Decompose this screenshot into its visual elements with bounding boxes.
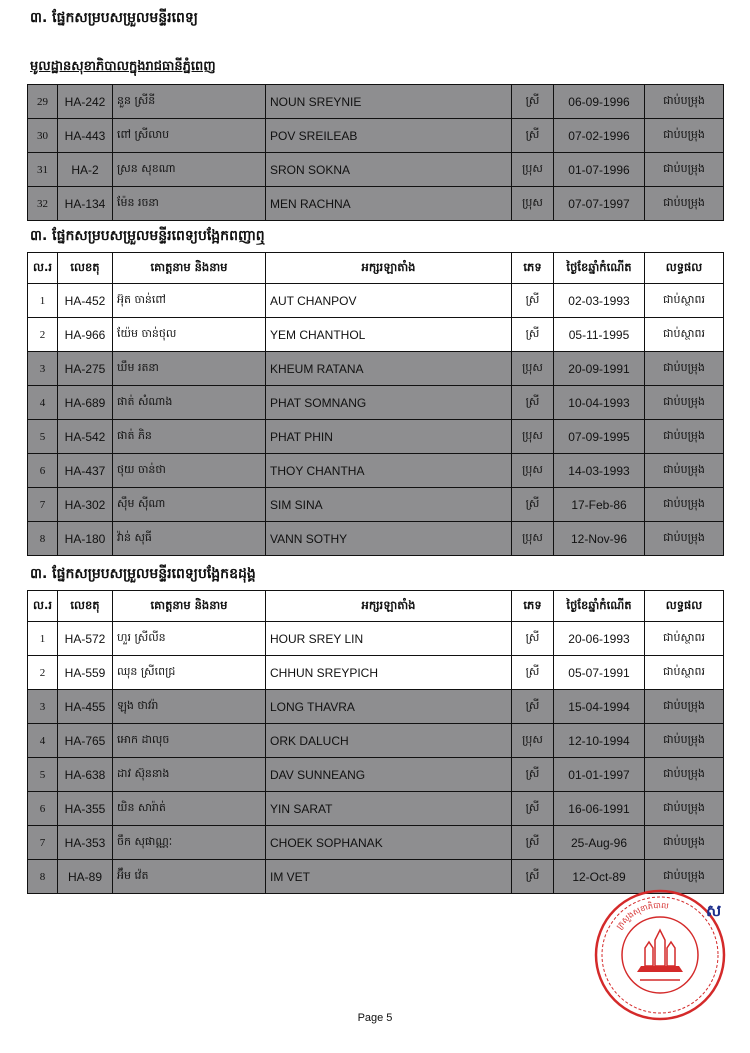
row-sex: ស្រី (512, 690, 554, 724)
table-row (28, 352, 724, 386)
col-header-khmer-name: គោត្តនាម និងនាម (113, 253, 266, 284)
row-sex: ប្រុស (512, 454, 554, 488)
row-no: 3 (28, 352, 58, 386)
row-sex: ប្រុស (512, 420, 554, 454)
row-result: ជាប់បម្រុង (645, 420, 724, 454)
row-id: HA-689 (58, 386, 113, 420)
row-dob: 10-04-1993 (554, 386, 645, 420)
row-no: 3 (28, 690, 58, 724)
row-latin-name: YIN SARAT (266, 792, 512, 826)
table-row (28, 318, 724, 352)
table-row (28, 522, 724, 556)
row-khmer-name: ផាត់ សំណាង (113, 386, 266, 420)
row-no: 2 (28, 656, 58, 690)
col-header-no: ល.រ (28, 591, 58, 622)
row-latin-name: CHOEK SOPHANAK (266, 826, 512, 860)
table-section-b (27, 252, 724, 556)
row-id: HA-89 (58, 860, 113, 894)
row-latin-name: VANN SOTHY (266, 522, 512, 556)
row-result: ជាប់ស្ថាពរ (645, 622, 724, 656)
row-no: 4 (28, 386, 58, 420)
row-dob: 02-03-1993 (554, 284, 645, 318)
table-row (28, 622, 724, 656)
row-id: HA-353 (58, 826, 113, 860)
row-khmer-name: ផាត់ ភិន (113, 420, 266, 454)
col-header-sex: ភេទ (512, 591, 554, 622)
row-result: ជាប់បម្រុង (645, 860, 724, 894)
row-khmer-name: នួន ស្រីនី (113, 85, 266, 119)
col-header-sex: ភេទ (512, 253, 554, 284)
row-latin-name: POV SREILEAB (266, 119, 512, 153)
row-khmer-name: យិន សារ៉ាត់ (113, 792, 266, 826)
row-id: HA-242 (58, 85, 113, 119)
row-sex: ស្រី (512, 119, 554, 153)
row-id: HA-134 (58, 187, 113, 221)
row-khmer-name: ឃឹម រតនា (113, 352, 266, 386)
row-latin-name: PHAT SOMNANG (266, 386, 512, 420)
row-no: 2 (28, 318, 58, 352)
row-latin-name: YEM CHANTHOL (266, 318, 512, 352)
table-row (28, 420, 724, 454)
row-result: ជាប់បម្រុង (645, 792, 724, 826)
row-dob: 12-Oct-89 (554, 860, 645, 894)
row-latin-name: KHEUM RATANA (266, 352, 512, 386)
row-result: ជាប់បម្រុង (645, 119, 724, 153)
row-khmer-name: យ៉ែម ចាន់ថុល (113, 318, 266, 352)
row-dob: 07-02-1996 (554, 119, 645, 153)
row-latin-name: ORK DALUCH (266, 724, 512, 758)
row-dob: 20-06-1993 (554, 622, 645, 656)
row-dob: 25-Aug-96 (554, 826, 645, 860)
col-header-latin-name: អក្សរឡាតាំង (266, 253, 512, 284)
row-khmer-name: ឡុង ថាវរ៉ា (113, 690, 266, 724)
row-khmer-name: ស្រន សុខណា (113, 153, 266, 187)
col-header-khmer-name: គោត្តនាម និងនាម (113, 591, 266, 622)
table-row (28, 826, 724, 860)
row-dob: 15-04-1994 (554, 690, 645, 724)
row-id: HA-2 (58, 153, 113, 187)
row-khmer-name: ថុយ ចាន់ថា (113, 454, 266, 488)
col-header-no: ល.រ (28, 253, 58, 284)
row-id: HA-302 (58, 488, 113, 522)
row-latin-name: LONG THAVRA (266, 690, 512, 724)
seal-text: ក្រសួងសុខាភិបាល (614, 900, 670, 931)
row-khmer-name: ឈុន ស្រីពេជ្រ (113, 656, 266, 690)
row-sex: ស្រី (512, 488, 554, 522)
section-a-heading: ៣. ផ្នែកសម្របសម្រួលមន្ទីរពេទ្យ (30, 10, 198, 26)
row-no: 4 (28, 724, 58, 758)
row-khmer-name: អ៊ុត ចាន់ពៅ (113, 284, 266, 318)
table-row (28, 153, 724, 187)
row-id: HA-452 (58, 284, 113, 318)
row-id: HA-765 (58, 724, 113, 758)
row-latin-name: SIM SINA (266, 488, 512, 522)
row-id: HA-572 (58, 622, 113, 656)
row-id: HA-559 (58, 656, 113, 690)
row-khmer-name: ពៅ ស្រីលាប (113, 119, 266, 153)
row-khmer-name: វ៉ាន់ សុធី (113, 522, 266, 556)
row-result: ជាប់បម្រុង (645, 454, 724, 488)
row-result: ជាប់បម្រុង (645, 758, 724, 792)
row-dob: 14-03-1993 (554, 454, 645, 488)
section-c-heading: ៣. ផ្នែកសម្របសម្រួលមន្ទីរពេទ្យបង្អែកឧដុង្គ (30, 566, 256, 582)
row-dob: 01-01-1997 (554, 758, 645, 792)
section-b-heading: ៣. ផ្នែកសម្របសម្រួលមន្ទីរពេទ្យបង្អែកពញាឮ (30, 228, 265, 244)
row-dob: 12-10-1994 (554, 724, 645, 758)
row-latin-name: SRON SOKNA (266, 153, 512, 187)
row-no: 31 (28, 153, 58, 187)
row-dob: 05-07-1991 (554, 656, 645, 690)
row-result: ជាប់បម្រុង (645, 826, 724, 860)
row-sex: ស្រី (512, 622, 554, 656)
table-section-c (27, 590, 724, 894)
row-sex: ស្រី (512, 758, 554, 792)
row-dob: 01-07-1996 (554, 153, 645, 187)
col-header-id: លេខតុ (58, 591, 113, 622)
row-result: ជាប់បម្រុង (645, 352, 724, 386)
table-row (28, 792, 724, 826)
table-row (28, 119, 724, 153)
row-id: HA-180 (58, 522, 113, 556)
table-section-a (27, 84, 724, 221)
row-result: ជាប់បម្រុង (645, 522, 724, 556)
row-khmer-name: ចឹក សុផាណ្ណៈ (113, 826, 266, 860)
row-result: ជាប់បម្រុង (645, 386, 724, 420)
row-khmer-name: ហួរ ស្រីលីន (113, 622, 266, 656)
row-khmer-name: ស៊ឹម ស៊ីណា (113, 488, 266, 522)
row-id: HA-638 (58, 758, 113, 792)
row-no: 5 (28, 758, 58, 792)
row-dob: 05-11-1995 (554, 318, 645, 352)
row-khmer-name: ម៉ែន រចនា (113, 187, 266, 221)
row-dob: 07-07-1997 (554, 187, 645, 221)
row-sex: ស្រី (512, 284, 554, 318)
row-id: HA-437 (58, 454, 113, 488)
row-result: ជាប់បម្រុង (645, 724, 724, 758)
row-id: HA-455 (58, 690, 113, 724)
col-header-id: លេខតុ (58, 253, 113, 284)
row-sex: ប្រុស (512, 724, 554, 758)
row-dob: 12-Nov-96 (554, 522, 645, 556)
row-no: 6 (28, 792, 58, 826)
row-dob: 16-06-1991 (554, 792, 645, 826)
row-result: ជាប់ស្ថាពរ (645, 656, 724, 690)
row-sex: ស្រី (512, 85, 554, 119)
svg-text:ក្រសួងសុខាភិបាល (615, 901, 670, 931)
row-result: ជាប់បម្រុង (645, 187, 724, 221)
table-row (28, 758, 724, 792)
row-latin-name: HOUR SREY LIN (266, 622, 512, 656)
row-id: HA-355 (58, 792, 113, 826)
handwritten-mark: ស (706, 903, 722, 920)
table-row (28, 284, 724, 318)
row-no: 1 (28, 622, 58, 656)
row-id: HA-966 (58, 318, 113, 352)
row-latin-name: NOUN SREYNIE (266, 85, 512, 119)
row-dob: 06-09-1996 (554, 85, 645, 119)
row-result: ជាប់ស្ថាពរ (645, 284, 724, 318)
col-header-dob: ថ្ងៃខែឆ្នាំកំណើត (554, 591, 645, 622)
row-result: ជាប់បម្រុង (645, 153, 724, 187)
row-no: 5 (28, 420, 58, 454)
row-result: ជាប់បម្រុង (645, 690, 724, 724)
row-latin-name: AUT CHANPOV (266, 284, 512, 318)
row-sex: ស្រី (512, 318, 554, 352)
row-khmer-name: អោក ដាលុច (113, 724, 266, 758)
row-latin-name: DAV SUNNEANG (266, 758, 512, 792)
row-no: 6 (28, 454, 58, 488)
row-sex: ប្រុស (512, 352, 554, 386)
table-row (28, 454, 724, 488)
row-no: 30 (28, 119, 58, 153)
row-sex: ស្រី (512, 860, 554, 894)
row-khmer-name: អ៊ឹម វ៉េត (113, 860, 266, 894)
table-row (28, 656, 724, 690)
table-header-row (28, 591, 724, 622)
row-no: 8 (28, 522, 58, 556)
row-latin-name: CHHUN SREYPICH (266, 656, 512, 690)
row-sex: ប្រុស (512, 153, 554, 187)
row-sex: ស្រី (512, 792, 554, 826)
row-latin-name: IM VET (266, 860, 512, 894)
page-footer: Page 5 (357, 1012, 393, 1024)
table-row (28, 724, 724, 758)
table-row (28, 187, 724, 221)
table-row (28, 85, 724, 119)
row-sex: ប្រុស (512, 187, 554, 221)
row-result: ជាប់បម្រុង (645, 85, 724, 119)
row-dob: 17-Feb-86 (554, 488, 645, 522)
row-no: 7 (28, 488, 58, 522)
row-id: HA-443 (58, 119, 113, 153)
row-sex: ស្រី (512, 656, 554, 690)
row-no: 7 (28, 826, 58, 860)
col-header-result: លទ្ធផល (645, 253, 724, 284)
row-latin-name: MEN RACHNA (266, 187, 512, 221)
row-no: 32 (28, 187, 58, 221)
row-latin-name: PHAT PHIN (266, 420, 512, 454)
row-result: ជាប់ស្ថាពរ (645, 318, 724, 352)
table-row (28, 690, 724, 724)
row-dob: 20-09-1991 (554, 352, 645, 386)
table-header-row (28, 253, 724, 284)
col-header-latin-name: អក្សរឡាតាំង (266, 591, 512, 622)
row-id: HA-542 (58, 420, 113, 454)
table-row (28, 488, 724, 522)
col-header-result: លទ្ធផល (645, 591, 724, 622)
col-header-dob: ថ្ងៃខែឆ្នាំកំណើត (554, 253, 645, 284)
row-sex: ស្រី (512, 826, 554, 860)
row-no: 8 (28, 860, 58, 894)
row-khmer-name: ដាវ ស៊ុននាង (113, 758, 266, 792)
row-sex: ប្រុស (512, 522, 554, 556)
row-latin-name: THOY CHANTHA (266, 454, 512, 488)
row-id: HA-275 (58, 352, 113, 386)
row-no: 29 (28, 85, 58, 119)
row-dob: 07-09-1995 (554, 420, 645, 454)
row-no: 1 (28, 284, 58, 318)
row-result: ជាប់បម្រុង (645, 488, 724, 522)
row-sex: ស្រី (512, 386, 554, 420)
section-a-subheading: មូលដ្ឋានសុខាភិបាលក្នុងរាជធានីភ្នំពេញ (30, 59, 216, 74)
table-row (28, 386, 724, 420)
